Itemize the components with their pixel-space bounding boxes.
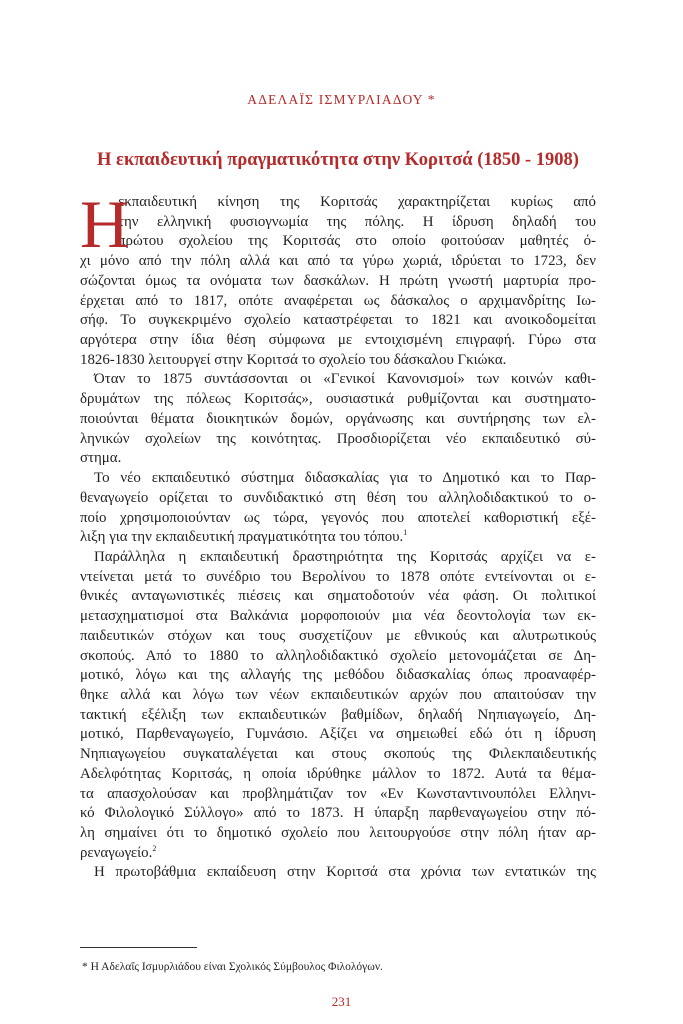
body-line: δρυμάτων της πόλεως Κοριτσάς», ουσιαστικά ρυθμίζονται και συστηματο- — [80, 391, 596, 408]
body-line: ποίο χρησιμοποιούνταν ως τώρα, γεγονός που αποτελεί καθοριστική εξέ- — [80, 509, 596, 526]
body-line: εκπαιδευτική κίνηση της Κοριτσάς χαρακτηρίζεται κυρίως από — [118, 194, 596, 210]
body-line: στημα. — [80, 450, 122, 467]
body-line: κό Φιλολογικό Σύλλογο» από το 1873. Η ύπαρξη παρθεναγωγείου στην πό- — [80, 805, 596, 822]
body-line: την ελληνική φυσιογνωμία της πόλης. Η ίδρυση δηλαδή του — [118, 213, 596, 230]
body-line-text: ρεναγωγείο. — [80, 844, 153, 861]
body-line: σώζονται όμως τα ονόματα των δασκάλων. Η πρώτη γνωστή μαρτυρία προ- — [80, 272, 596, 289]
body-line: χι μόνο από την πόλη αλλά και από τα γύρω χωριά, ιδρύεται το 1723, δεν — [80, 253, 596, 270]
body-line: τα απασχολούσαν και προβλημάτιζαν τον «Εν Κωνσταντινουπόλει Ελληνι- — [80, 785, 596, 802]
body-line-text: λιξη για την εκπαιδευτική πραγματικότητα του τόπου. — [80, 529, 404, 546]
body-line: σκοπούς. Από το 1880 το αλληλοδιδακτικό σχολείο μετονομάζεται σε Δη- — [80, 647, 596, 664]
page-number: 231 — [331, 994, 352, 1009]
body-line: αργότερα στην ίδια θέση σύμφωνα με εντοιχισμένη επιγραφή. Γύρω στα — [80, 332, 596, 349]
body-line: Η πρωτοβάθμια εκπαίδευση στην Κοριτσά στα χρόνια των εντατικών της — [94, 864, 596, 881]
body-line: μετασχηματισμοί στα Βαλκάνια μορφοποιούν μια νέα δεοντολογία των εκ- — [80, 608, 596, 625]
body-line: θηκε αλλά και λόγω των νέων εκπαιδευτικών αρχών που απαιτούσαν την — [80, 686, 596, 703]
body-line-with-footnote — [80, 844, 596, 864]
body-line-with-footnote — [80, 528, 596, 548]
footnote: * Η Αδελαΐς Ισμυρλιάδου είναι Σχολικός Σύμβουλος Φιλολόγων. — [82, 961, 383, 973]
body-line: πρώτου σχολείου της Κοριτσάς στο οποίο φοιτούσαν μαθητές ό- — [118, 233, 596, 250]
drop-cap: Η — [80, 186, 130, 262]
body-line: 1826-1830 λειτουργεί στην Κοριτσά το σχολείο του δάσκαλου Γκιώκα. — [80, 351, 507, 368]
footnote-marker: 2 — [152, 843, 157, 853]
body-line: Το νέο εκπαιδευτικό σύστημα διδασκαλίας για το Δημοτικό και το Παρ- — [94, 470, 596, 487]
body-line: ντείνεται μετά το συνέδριο του Βερολίνου το 1878 οπότε εντείνονται οι ε- — [80, 568, 596, 585]
body-line: σήφ. Το συγκεκριμένο σχολείο καταστρέφεται το 1821 και ανοικοδομείται — [80, 312, 596, 329]
body-line: μοτικό, Παρθεναγωγείο, Γυμνάσιο. Αξίζει να σημειωθεί εδώ ότι η ίδρυση — [80, 726, 596, 743]
body-line: θεναγωγείο ορίζεται το συνδιδακτικό στη θέση του αλληλοδιδακτικού το ο- — [80, 489, 596, 506]
body-line: παιδευτικών στόχων και τους συσχετίζουν με εθνικούς και αλυτρωτικούς — [80, 627, 596, 644]
body-line: Αδελφότητας Κοριτσάς, η οποία ιδρύθηκε μάλλον το 1872. Αυτά τα θέμα- — [80, 765, 596, 782]
article-title: Η εκπαιδευτική πραγματικότητα στην Κοριτσά (1850 - 1908) — [97, 150, 579, 170]
article-author: ΑΔΕΛΑΪΣ ΙΣΜΥΡΛΙΑΔΟΥ * — [247, 92, 436, 107]
body-line: ληνικών σχολείων της κοινότητας. Προσδιορίζεται νέο εκπαιδευτικό σύ- — [80, 430, 596, 447]
article-body — [80, 186, 596, 883]
footnote-divider — [80, 947, 197, 948]
body-line: Όταν το 1875 συντάσσονται οι «Γενικοί Κανονισμοί» των κοινών καθι- — [94, 371, 596, 388]
body-line: λη σημαίνει ότι το δημοτικό σχολείο που λειτουργούσε στην πόλη ήταν αρ- — [80, 825, 596, 841]
body-line: Νηπιαγωγείου συγκαταλέγεται και στους σκοπούς της Φιλεκπαιδευτικής — [80, 746, 596, 763]
body-line: μοτικό, λόγω και της αλλαγής της μεθόδου διδασκαλίας όπως προαναφέρ- — [80, 667, 596, 684]
body-line: θνικές ανταγωνιστικές πιέσεις και σηματοδοτούν νέα φάση. Οι πολιτικοί — [80, 588, 596, 605]
body-line: έρχεται από το 1817, οπότε αναφέρεται ως δάσκαλος ο αρχιμανδρίτης Ιω- — [80, 292, 596, 309]
body-line: τακτική εξέλιξη των εκπαιδευτικών βαθμίδων, δηλαδή Νηπιαγωγείο, Δη- — [80, 706, 596, 723]
body-line: Παράλληλα η εκπαιδευτική δραστηριότητα της Κοριτσάς αρχίζει να ε- — [94, 548, 596, 565]
body-line: ποιούνται θέματα διοικητικών δομών, οργάνωσης και συντήρησης των ελ- — [80, 410, 596, 427]
footnote-marker: 1 — [403, 528, 408, 538]
